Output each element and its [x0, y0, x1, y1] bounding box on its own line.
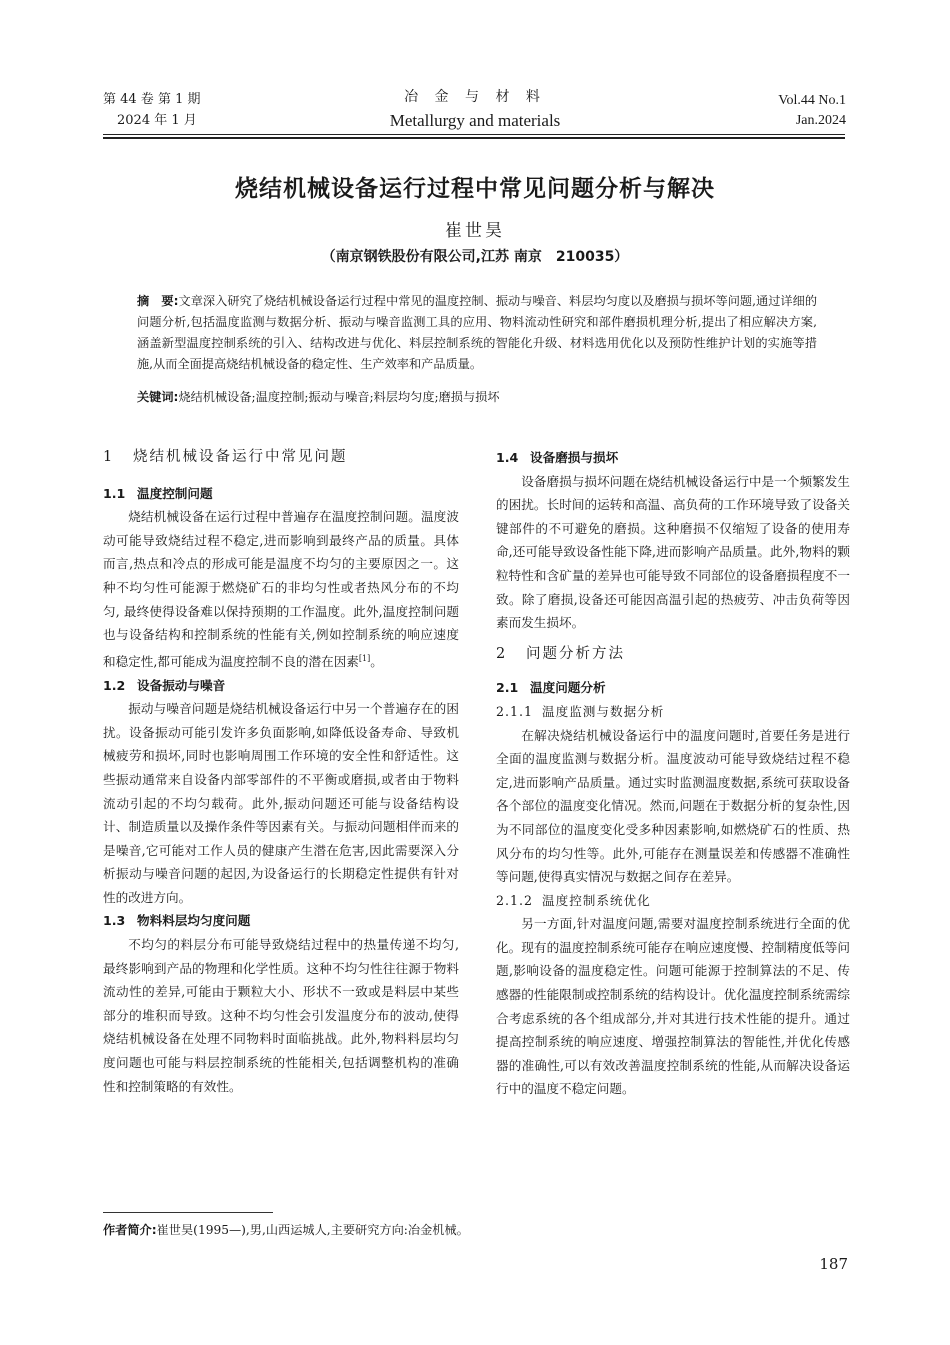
page-number: 187	[819, 1255, 848, 1273]
left-column	[103, 446, 459, 1098]
journal-date: 2024 年 1 月	[117, 113, 197, 128]
section-number: 1.4	[496, 450, 519, 465]
header-rule-thick	[103, 137, 845, 139]
paragraph-text: 烧结机械设备在运行过程中普遍存在温度控制问题。温度波动可能导致烧结过程不稳定,进而影响到最终产品的质量。具体而言,热点和冷点的形成可能是温度不均匀的主要原因之一。这种不均匀性可能源于燃烧矿石的非均匀性或者热风分布的不均匀, 最终使得设备难以保持预期的工作温度。此外,温度控制问题也与设备结构和控制系统的性能有关,例如控制系统的响应速度和稳定性,都可能成为温度控制不良的潜在因素	[103, 509, 459, 669]
section-2-heading	[496, 643, 850, 667]
keywords-label: 关键词:	[137, 390, 179, 404]
journal-name-en: Metallurgy and materials	[389, 111, 561, 130]
citation: [1]	[358, 653, 371, 663]
section-number: 2.1.2	[496, 892, 534, 908]
section-number: 2	[496, 645, 508, 662]
section-title: 设备磨损与损坏	[530, 450, 619, 465]
page-title: 烧结机械设备运行过程中常见问题分析与解决	[235, 176, 715, 202]
footnote-rule	[103, 1212, 273, 1213]
section-number: 1.1	[103, 485, 126, 501]
section-title: 烧结机械设备运行中常见问题	[133, 449, 348, 465]
paragraph-end: 。	[370, 653, 383, 669]
section-number: 2.1	[496, 680, 519, 696]
section-title: 温度控制系统优化	[542, 892, 651, 908]
section-number: 1.3	[103, 913, 126, 929]
author-name: 崔世昊	[445, 221, 505, 241]
journal-volume: 第 44 卷 第 1 期	[103, 92, 201, 107]
paragraph: 另一方面,针对温度问题,需要对温度控制系统进行全面的优化。现有的温度控制系统可能存在响应速度慢、控制精度低等问题,影响设备的温度稳定性。问题可能源于控制算法的不足、传感器的性能限制或控制系统的结构设计。优化温度控制系统需综合考虑系统的各个组成部分,并对其进行技术性能的提升。通过提高控制系统的响应速度、增强控制算法的智能性,并优化传感器的准确性,可以有效改善温度控制系统的性能,从而解决设备运行中的温度不稳定问题。	[496, 916, 850, 1097]
author-affiliation: （南京钢铁股份有限公司,江苏 南京 210035）	[321, 249, 629, 265]
section-title: 温度监测与数据分析	[542, 703, 665, 719]
section-1-3-heading	[103, 909, 459, 933]
journal-volume-en: Vol.44 No.1	[778, 93, 846, 108]
keywords-text: 烧结机械设备;温度控制;振动与噪音;料层均匀度;磨损与损坏	[178, 390, 500, 404]
author-bio	[103, 1221, 469, 1238]
section-2-1-2-heading	[496, 889, 850, 913]
section-1-2-heading	[103, 674, 459, 698]
section-1-heading	[103, 446, 459, 470]
section-1-1-heading	[103, 482, 459, 506]
journal-date-en: Jan.2024	[795, 113, 846, 128]
paragraph: 振动与噪音问题是烧结机械设备运行中另一个普遍存在的困扰。设备振动可能引发许多负面影响,如降低设备寿命、导致机械疲劳和损坏,同时也影响周围工作环境的安全性和舒适性。这些振动通常来自设备内部零部件的不平衡或磨损,或者由于物料流动引起的不均匀载荷。此外,振动问题还可能与设备结构设计、制造质量以及操作条件等因素有关。与振动问题相伴而来的是噪音,它可能对工作人员的健康产生潜在危害,因此需要深入分析振动与噪音问题的起因,为设备运行的长期稳定性提供有针对性的改进方向。	[103, 701, 459, 905]
right-column	[496, 446, 850, 1101]
section-number: 2.1.1	[496, 703, 534, 719]
paragraph: 在解决烧结机械设备运行中的温度问题时,首要任务是进行全面的温度监测与数据分析。温度波动可能导致烧结过程不稳定,进而影响产品质量。通过实时监测温度数据,系统可获取设备各个部位的温度变化情况。然而,问题在于数据分析的复杂性,因为不同部位的温度变化受多种因素影响,如燃烧矿石的性质、热风分布的均匀性等。此外,可能存在测量误差和传感器不准确性等问题,使得真实情况与数据之间存在差异。	[496, 727, 850, 885]
section-title: 温度控制问题	[137, 485, 213, 501]
author-bio-text: 崔世昊(1995—),男,山西运城人,主要研究方向:冶金机械。	[156, 1223, 469, 1237]
section-number: 1.2	[103, 677, 126, 693]
section-2-1-heading	[496, 676, 850, 700]
abstract-text: 文章深入研究了烧结机械设备运行过程中常见的温度控制、振动与噪音、料层均匀度以及磨损与损坏等问题,通过详细的问题分析,包括温度监测与数据分析、振动与噪音监测工具的应用、物料流动性研究和部件磨损机理分析,提出了相应解决方案,涵盖新型温度控制系统的引入、结构改进与优化、料层控制系统的智能化升级、材料选用优化以及预防性维护计划的实施等措施,从而全面提高烧结机械设备的稳定性、生产效率和产品质量。	[137, 294, 818, 371]
section-1-4-heading	[496, 446, 850, 470]
author-bio-label: 作者简介:	[103, 1223, 157, 1237]
paragraph	[103, 505, 459, 673]
paragraph: 设备磨损与损坏问题在烧结机械设备运行中是一个频繁发生的困扰。长时间的运转和高温、高负荷的工作环境导致了设备关键部件的不可避免的磨损。这种磨损不仅缩短了设备的使用寿命,还可能导致设备性能下降,进而影响产品质量。此外,物料的颗粒特性和含矿量的差异也可能导致不同部位的设备磨损程度不一致。除了磨损,设备还可能因高温引起的热疲劳、冲击负荷等因素而发生损坏。	[496, 473, 850, 631]
section-title: 设备振动与噪音	[137, 677, 226, 693]
abstract-label: 摘 要:	[137, 294, 179, 308]
header-rule-thin	[103, 134, 845, 135]
section-2-1-1-heading	[496, 700, 850, 724]
abstract	[137, 291, 817, 375]
section-title: 温度问题分析	[530, 680, 606, 696]
keywords	[137, 387, 817, 408]
paragraph: 不均匀的料层分布可能导致烧结过程中的热量传递不均匀,最终影响到产品的物理和化学性质。这种不均匀性往往源于物料流动性的差异,可能由于颗粒大小、形状不一致或是料层中某些部分的堆积而导致。这种不均匀性会引发温度分布的波动,使得烧结机械设备在处理不同物料时面临挑战。此外,物料料层均匀度问题也可能与料层控制系统的性能相关,包括调整机构的准确性和控制策略的有效性。	[103, 937, 459, 1094]
section-title: 问题分析方法	[526, 645, 625, 662]
journal-name-cn: 冶 金 与 材 料	[404, 89, 546, 105]
section-number: 1	[103, 449, 115, 465]
section-title: 物料料层均匀度问题	[137, 913, 251, 929]
